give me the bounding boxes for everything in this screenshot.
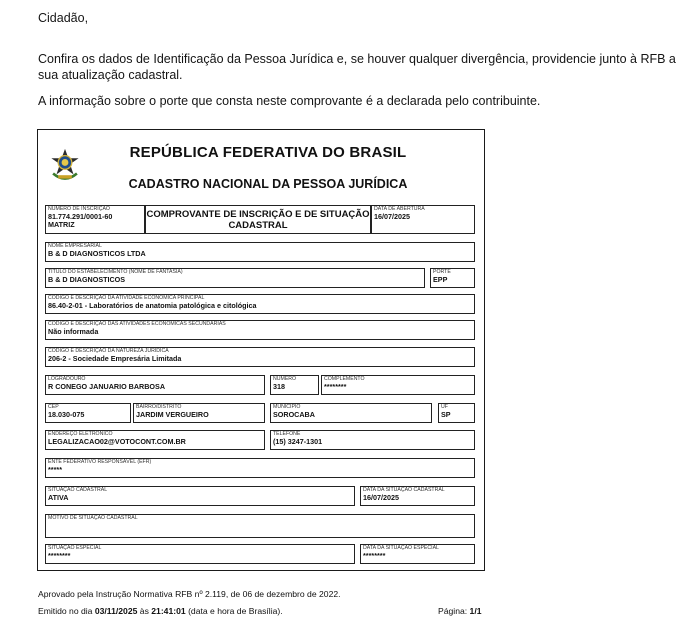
field-fantasia	[45, 268, 425, 288]
field-data-situacao	[360, 486, 475, 506]
field-email	[45, 430, 265, 450]
field-situacao-especial	[45, 544, 355, 564]
field-value: 18.030-075	[48, 410, 85, 419]
field-value: LEGALIZACAO02@VOTOCONT.COM.BR	[48, 437, 186, 446]
issued-note	[38, 606, 283, 616]
field-telefone	[270, 430, 475, 450]
field-situacao	[45, 486, 355, 506]
field-value: 81.774.291/0001-60	[48, 212, 113, 221]
intro-paragraph: Confira os dados de Identificação da Pessoa Jurídica e, se houver qualquer divergência, providencie junto à RFB a sua atualização cadastral.	[38, 52, 676, 82]
field-atividades-secundarias	[45, 320, 475, 340]
issued-time: 21:41:01	[151, 606, 186, 616]
approval-note: Aprovado pela Instrução Normativa RFB nº 2.119, de 06 de dezembro de 2022.	[38, 589, 341, 599]
brazil-coat-of-arms-icon	[48, 148, 82, 182]
field-label: SITUAÇÃO CADASTRAL	[48, 487, 108, 493]
field-value: SOROCABA	[273, 410, 315, 419]
field-atividade-principal	[45, 294, 475, 314]
field-value: SP	[441, 410, 451, 419]
page-label: Página:	[438, 606, 468, 616]
issued-suffix: (data e hora de Brasília).	[188, 606, 283, 616]
field-label: ENDEREÇO ELETRÔNICO	[48, 431, 113, 437]
field-label: NOME EMPRESARIAL	[48, 243, 102, 249]
field-inscricao	[45, 205, 145, 234]
issued-prefix: Emitido no dia	[38, 606, 93, 616]
field-label: CEP	[48, 404, 59, 410]
field-value: ATIVA	[48, 493, 69, 502]
field-label: PORTE	[433, 269, 451, 275]
doc-title: COMPROVANTE DE INSCRIÇÃO E DE SITUAÇÃO CADASTRAL	[146, 209, 370, 231]
field-natureza	[45, 347, 475, 367]
field-value-matriz: MATRIZ	[48, 220, 75, 229]
field-label: MOTIVO DE SITUAÇÃO CADASTRAL	[48, 515, 138, 521]
page-value: 1/1	[469, 606, 482, 616]
field-label: CÓDIGO E DESCRIÇÃO DA ATIVIDADE ECONÔMICA PRINCIPAL	[48, 295, 205, 301]
field-porte	[430, 268, 475, 288]
registry-title: CADASTRO NACIONAL DA PESSOA JURÍDICA	[128, 177, 408, 191]
field-label: UF	[441, 404, 448, 410]
field-value: 16/07/2025	[374, 212, 410, 221]
greeting-text: Cidadão,	[38, 11, 89, 25]
field-label: SITUAÇÃO ESPECIAL	[48, 545, 102, 551]
field-abertura	[371, 205, 475, 234]
issued-mid: às	[139, 606, 149, 616]
country-title: REPÚBLICA FEDERATIVA DO BRASIL	[129, 144, 407, 161]
field-label: COMPLEMENTO	[324, 376, 365, 382]
field-label: TELEFONE	[273, 431, 301, 437]
field-value: JARDIM VERGUEIRO	[136, 410, 209, 419]
field-numero	[270, 375, 319, 395]
field-label: BAIRRO/DISTRITO	[136, 404, 182, 410]
field-label: DATA DA SITUAÇÃO ESPECIAL	[363, 545, 439, 551]
field-value: ********	[48, 551, 71, 560]
field-cep	[45, 403, 131, 423]
field-bairro	[133, 403, 265, 423]
field-value: 16/07/2025	[363, 493, 399, 502]
field-value: 206-2 - Sociedade Empresária Limitada	[48, 354, 182, 363]
field-logradouro	[45, 375, 265, 395]
field-uf	[438, 403, 475, 423]
field-municipio	[270, 403, 432, 423]
field-label: DATA DE ABERTURA	[374, 206, 425, 212]
field-label: CÓDIGO E DESCRIÇÃO DAS ATIVIDADES ECONÔMICAS SECUNDÁRIAS	[48, 321, 226, 327]
issued-date: 03/11/2025	[94, 606, 138, 616]
field-motivo	[45, 514, 475, 538]
field-label: NÚMERO	[273, 376, 297, 382]
doc-title-box	[145, 205, 371, 234]
field-value: B & D DIAGNOSTICOS	[48, 275, 126, 284]
field-value: B & D DIAGNOSTICOS LTDA	[48, 249, 146, 258]
field-value: (15) 3247-1301	[273, 437, 323, 446]
field-data-situacao-especial	[360, 544, 475, 564]
page-number	[438, 606, 482, 616]
field-label: TÍTULO DO ESTABELECIMENTO (NOME DE FANTASIA)	[48, 269, 183, 275]
field-label: LOGRADOURO	[48, 376, 86, 382]
field-label: NÚMERO DE INSCRIÇÃO	[48, 206, 110, 212]
field-value: *****	[48, 465, 62, 474]
field-label: DATA DA SITUAÇÃO CADASTRAL	[363, 487, 445, 493]
field-complemento	[321, 375, 475, 395]
field-value: 318	[273, 382, 285, 391]
field-label: MUNICÍPIO	[273, 404, 301, 410]
field-value: 86.40-2-01 - Laboratórios de anatomia patológica e citológica	[48, 301, 257, 310]
field-label: CÓDIGO E DESCRIÇÃO DA NATUREZA JURÍDICA	[48, 348, 169, 354]
cnpj-certificate	[37, 129, 485, 571]
field-value: ********	[324, 382, 347, 391]
field-nome	[45, 242, 475, 262]
field-value: ********	[363, 551, 386, 560]
field-value: Não informada	[48, 327, 99, 336]
porte-notice: A informação sobre o porte que consta neste comprovante é a declarada pelo contribuinte.	[38, 94, 541, 108]
field-value: EPP	[433, 275, 448, 284]
field-efr	[45, 458, 475, 478]
field-label: ENTE FEDERATIVO RESPONSÁVEL (EFR)	[48, 459, 152, 465]
field-value: R CONEGO JANUARIO BARBOSA	[48, 382, 166, 391]
